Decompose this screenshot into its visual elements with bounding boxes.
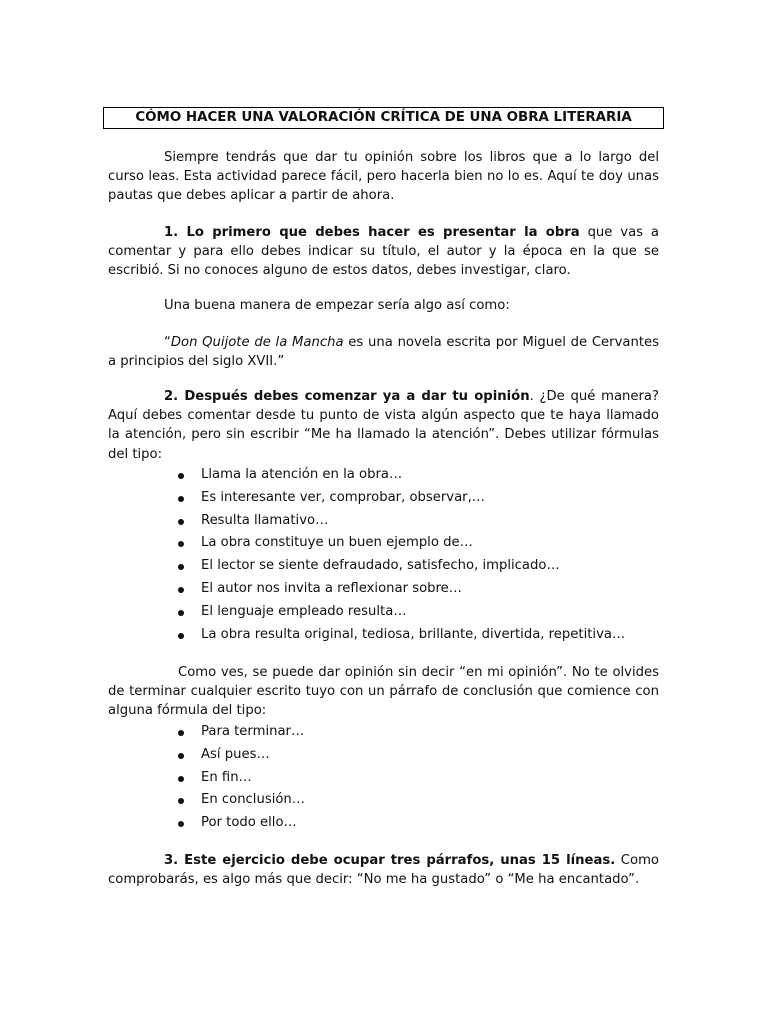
document-title: CÓMO HACER UNA VALORACIÓN CRÍTICA DE UNA OBRA LITERARIA [103,107,664,129]
bullet-icon [178,541,184,547]
conclusion-paragraph: Como ves, se puede dar opinión sin decir “en mi opinión”. No te olvides de terminar cualquier escrito tuyo con un párrafo de conclusión que comience con alguna fórmula del tipo: [108,665,659,719]
step2-text: . ¿De qué manera? Aquí debes comentar desde tu punto de vista algún aspecto que te haya llamado la atención, pero sin escribir “Me ha llamado la atención”. Debes utilizar fórmulas del tipo: [108,389,660,462]
bullet-icon [178,587,184,593]
step3-paragraph [108,851,659,889]
step1-heading: 1. Lo primero que debes hacer es presentar la obra [164,225,580,240]
bullet-icon [178,564,184,570]
bullet-icon [178,633,184,639]
bullet-icon [178,730,184,736]
example-paragraph [108,333,659,371]
example-open-quote: “ [164,335,171,350]
bullet-icon [178,496,184,502]
bullet-icon [178,798,184,804]
step3-heading: 3. Este ejercicio debe ocupar tres párrafos, unas 15 líneas. [164,853,616,868]
step1-paragraph [108,223,659,281]
step2-paragraph [108,387,659,464]
bullet-icon [178,473,184,479]
bullet-icon [178,776,184,782]
intro-paragraph: Siempre tendrás que dar tu opinión sobre los libros que a lo largo del curso leas. Esta actividad parece fácil, pero hacerla bien no lo es. Aquí te doy unas pautas que debes aplicar a partir de ahora. [108,150,659,204]
step1-text: que vas a comentar y para ello debes indicar su título, el autor y la época en la que se escribió. Si no conoces alguno de estos datos, debes investigar, claro. [108,225,659,279]
step2-heading: 2. Después debes comenzar ya a dar tu opinión [164,389,530,404]
example-intro: Una buena manera de empezar sería algo así como: [164,298,510,313]
bullet-icon [178,610,184,616]
bullet-icon [178,753,184,759]
example-book-title: Don Quijote de la Mancha [170,335,344,350]
bullet-icon [178,519,184,525]
example-text: es una novela escrita por Miguel de Cervantes a principios del siglo XVII.” [108,335,659,370]
step3-text: Como comprobarás, es algo más que decir: “No me ha gustado” o “Me ha encantado”. [108,853,659,888]
bullet-icon [178,821,184,827]
